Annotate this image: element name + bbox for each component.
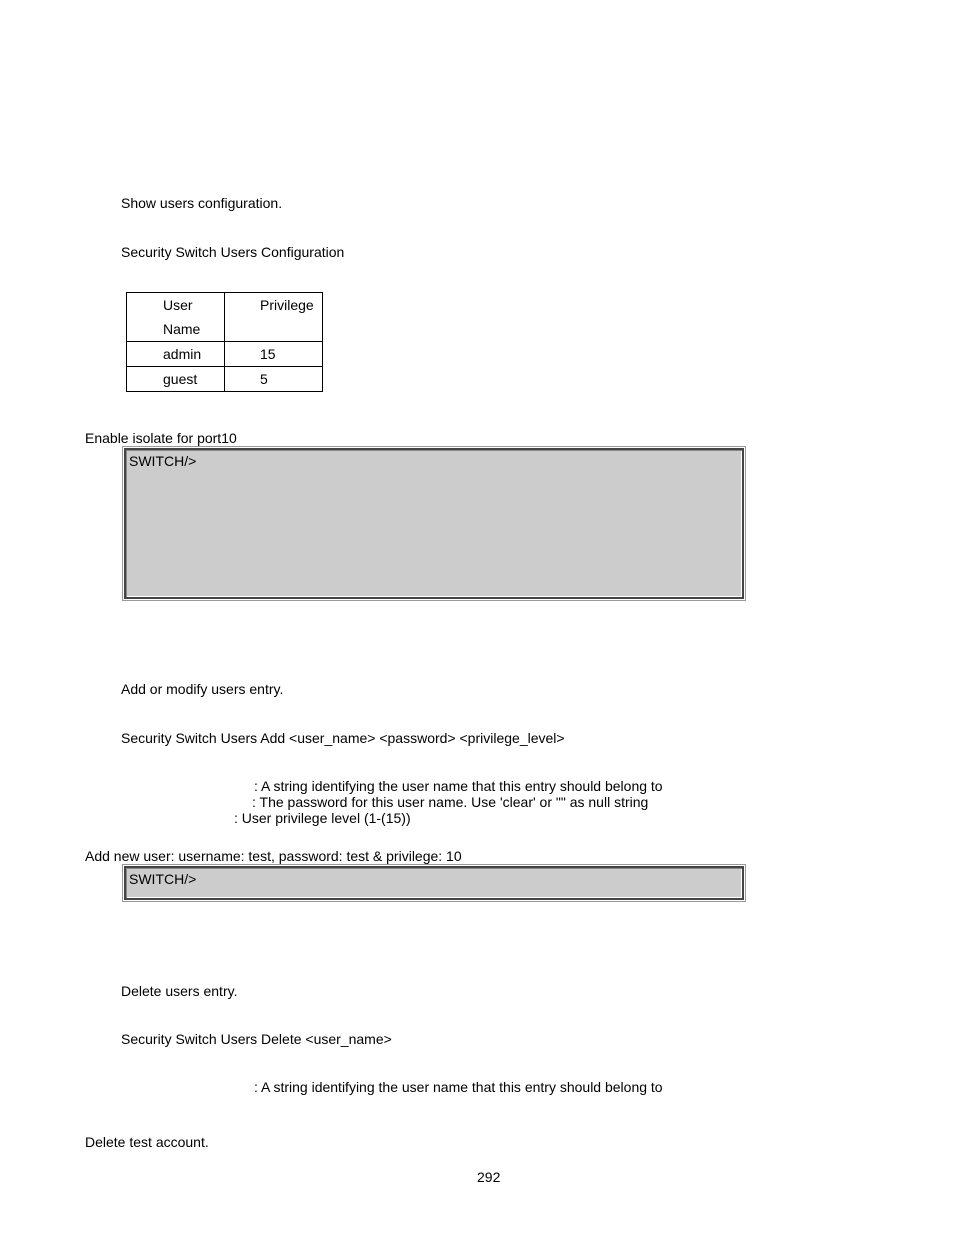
section1-syntax: Security Switch Users Configuration [121,244,345,260]
table-row [127,342,323,367]
param-user-name: : A string identifying the user name that this entry should belong to [254,778,663,794]
header-privilege [225,293,323,342]
header-user-name-line1: User [163,297,193,313]
section3-example-caption: Delete test account. [85,1134,209,1150]
param-user-name: : A string identifying the user name that this entry should belong to [254,1079,663,1095]
section3-syntax: Security Switch Users Delete <user_name> [121,1031,392,1047]
users-table [126,292,323,392]
console-box [124,866,744,900]
console-prompt: SWITCH/> [129,871,197,887]
section1-example-caption: Enable isolate for port10 [85,430,237,446]
console-box [124,448,744,599]
table-cell-user: admin [163,346,202,362]
section2-description: Add or modify users entry. [121,681,284,697]
header-user-name [127,293,225,342]
param-privilege-level: : User privilege level (1-(15)) [234,810,411,826]
section2-syntax: Security Switch Users Add <user_name> <password> <privilege_level> [121,730,565,746]
console-prompt: SWITCH/> [129,453,197,469]
table-row [127,367,323,392]
section3-description: Delete users entry. [121,983,238,999]
table-cell-privilege: 5 [260,371,268,387]
table-header-row [127,293,323,342]
section2-example-caption: Add new user: username: test, password: test & privilege: 10 [85,848,462,864]
header-privilege-label: Privilege [260,297,314,313]
table-cell-privilege: 15 [260,346,276,362]
page-number: 292 [477,1169,501,1185]
param-password: : The password for this user name. Use 'clear' or "" as null string [252,794,649,810]
table-cell-user: guest [163,371,198,387]
header-user-name-line2: Name [163,321,201,337]
section1-description: Show users configuration. [121,195,283,211]
